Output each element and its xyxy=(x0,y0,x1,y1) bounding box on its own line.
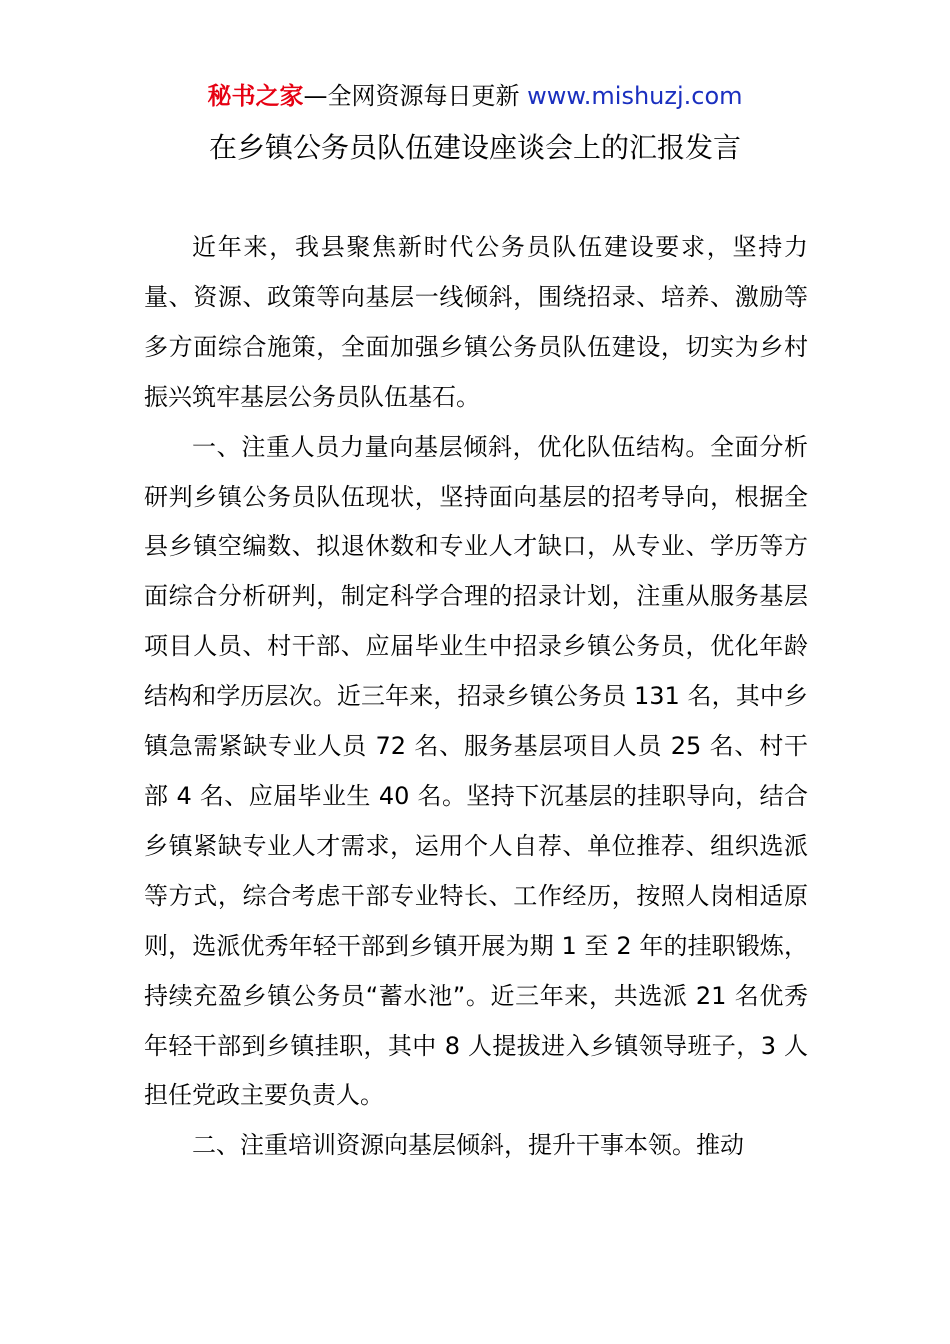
paragraph-intro: 近年来，我县聚焦新时代公务员队伍建设要求，坚持力量、资源、政策等向基层一线倾斜，围绕招录、培养、激励等多方面综合施策，全面加强乡镇公务员队伍建设，切实为乡村振兴筑牢基层公务员队伍基石。 xyxy=(144,233,808,411)
site-tagline: —全网资源每日更新 xyxy=(303,82,520,110)
document-body xyxy=(144,223,808,1171)
paragraph-section-one: 一、注重人员力量向基层倾斜，优化队伍结构。全面分析研判乡镇公务员队伍现状，坚持面向基层的招考导向，根据全县乡镇空编数、拟退休数和专业人才缺口，从专业、学历等方面综合分析研判，制定科学合理的招录计划，注重从服务基层项目人员、村干部、应届毕业生中招录乡镇公务员，优化年龄结构和学历层次。近三年来，招录乡镇公务员 131 名，其中乡镇急需紧缺专业人员 72 名、服务基层项目人员 25 名、村干部 4 名、应届毕业生 40 名。坚持下沉基层的挂职导向，结合乡镇紧缺专业人才需求，运用个人自荐、单位推荐、组织选派等方式，综合考虑干部专业特长、工作经历，按照人岗相适原则，选派优秀年轻干部到乡镇开展为期 1 至 2 年的挂职锻炼，持续充盈乡镇公务员“蓄水池”。近三年来，共选派 21 名优秀年轻干部到乡镇挂职，其中 8 人提拔进入乡镇领导班子，3 人担任党政主要负责人。 xyxy=(144,432,808,1110)
site-url-link[interactable]: www.mishuzj.com xyxy=(527,82,743,110)
site-header xyxy=(0,80,950,112)
paragraph-section-two: 二、注重培训资源向基层倾斜，提升干事本领。推动 xyxy=(192,1131,744,1160)
document-title: 在乡镇公务员队伍建设座谈会上的汇报发言 xyxy=(208,131,741,164)
site-brand: 秘书之家 xyxy=(207,82,304,110)
